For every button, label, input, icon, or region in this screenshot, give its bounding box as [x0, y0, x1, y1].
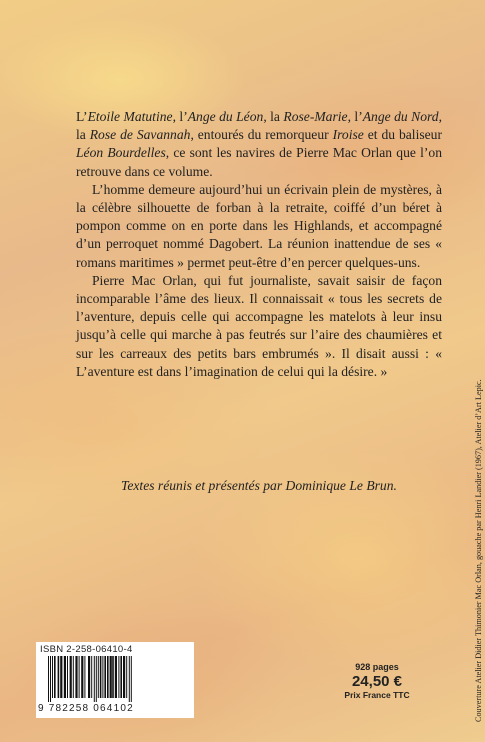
barcode-bar — [67, 656, 68, 698]
barcode-bar — [112, 656, 114, 698]
ship-name: Ange du Léon — [187, 109, 264, 124]
barcode-bar — [94, 656, 95, 702]
ship-name: Léon Bourdelles — [76, 145, 166, 161]
barcode-bar — [60, 656, 62, 698]
barcode-bar — [115, 656, 117, 698]
barcode-bar — [96, 656, 97, 702]
ship-name: Etoile Matutine — [87, 109, 173, 124]
barcode-bar — [84, 656, 85, 698]
editor-credit: Textes réunis et présentés par Dominique Le Brun. — [121, 478, 397, 493]
price-block — [322, 662, 432, 700]
barcode-bar — [75, 656, 77, 698]
barcode-bar — [129, 656, 130, 702]
ship-name: Rose de Savannah — [89, 127, 191, 143]
ean-digits: 9 782258 064102 — [38, 703, 134, 714]
back-cover-blurb — [76, 108, 442, 381]
blurb-text: L’ — [76, 109, 88, 124]
barcode-bar — [102, 656, 103, 698]
blurb-text: , l’ — [347, 109, 363, 124]
blurb-text: , l’ — [172, 109, 188, 124]
ship-name: Iroise — [332, 127, 364, 143]
blurb-text: , entourés du remorqueur — [190, 127, 333, 143]
ship-name: Ange du Nord — [362, 109, 439, 124]
blurb-text: , la — [76, 109, 442, 143]
barcode-bars — [46, 656, 186, 702]
blurb-text: et du baliseur — [363, 127, 443, 143]
barcode-bar — [110, 656, 112, 698]
price-note: Prix France TTC — [344, 690, 410, 700]
page-count: 928 pages — [355, 662, 399, 672]
barcode-bar — [70, 656, 72, 698]
barcode-bar — [50, 656, 51, 702]
barcode-bar — [131, 656, 132, 702]
barcode-panel — [36, 642, 194, 718]
barcode-bar — [123, 656, 125, 698]
blurb-text: , la — [263, 109, 284, 124]
ship-name: Rose-Marie — [283, 109, 348, 124]
barcode-bar — [91, 656, 92, 698]
barcode-bar — [64, 656, 66, 698]
barcode-bar — [100, 656, 102, 698]
barcode-bar — [88, 656, 90, 698]
blurb-text: , ce sont les navires de Pierre Mac Orlan que l’on retrouve dans ce volume. — [76, 145, 442, 179]
blurb-text: L’homme demeure aujourd’hui un écrivain plein de mystères, à la célèbre silhouette de forban à la retraite, coiffé d’un béret à pompon comme on en porte dans les Highlands, et accompagné d’un perroquet nommé Dagobert. La réunion inattendue de ses « romans maritimes » permet peut-être d’en percer quelques-uns. — [76, 181, 442, 270]
barcode-bar — [58, 656, 60, 698]
barcode-bar — [48, 656, 49, 702]
barcode-bar — [98, 656, 99, 698]
barcode-bar — [104, 656, 106, 698]
barcode-bar — [107, 656, 109, 698]
barcode-bar — [79, 656, 80, 698]
cover-credit: Couverture Atelier Didier Thimonier Mac Orlan, gouache par Henri Landier (1967), Atelier d’Art Lepic. — [474, 379, 483, 722]
barcode-bar — [73, 656, 74, 698]
barcode-bar — [126, 656, 127, 698]
price: 24,50 € — [351, 673, 403, 690]
blurb-paragraph — [76, 108, 442, 181]
barcode-bar — [118, 656, 119, 698]
blurb-text: Pierre Mac Orlan, qui fut journaliste, savait saisir de façon incomparable l’âme des lieux. Il connaissait « tous les secrets de l’aventure, depuis celle qui accompagne les matelots à leur insu jusqu’à celle qui marche à pas feutrés sur l’aire des chaumières et sur les carreaux des petits bars embrumés ». Il disait aussi : « L’aventure est dans l’imagination de celui qui la désire. » — [76, 272, 442, 379]
blurb-paragraph — [76, 181, 442, 272]
barcode-bar — [81, 656, 83, 698]
barcode-bar — [52, 656, 53, 698]
blurb-paragraph — [76, 272, 442, 381]
barcode-bar — [120, 656, 122, 698]
isbn-label: ISBN 2-258-06410-4 — [40, 644, 133, 655]
barcode-bar — [54, 656, 56, 698]
